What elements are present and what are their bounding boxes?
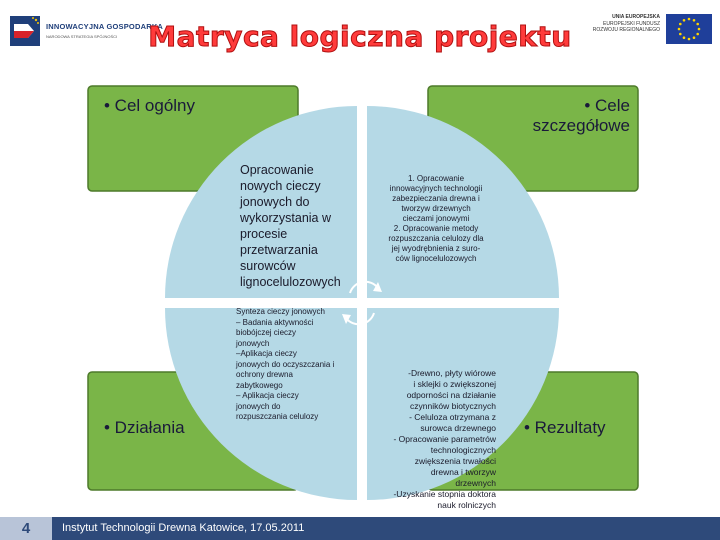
label-results: • Rezultaty (524, 418, 606, 437)
actions-text (236, 307, 356, 423)
objectives-text-line: ców lignocelulozowych (395, 254, 477, 263)
actions-text-line: Synteza cieczy jonowych (236, 307, 325, 316)
goal-text-line: jonowych do (240, 195, 310, 209)
goal-text-line: lignocelulozowych (240, 275, 341, 289)
goal-text-line: surowców (240, 259, 296, 273)
results-text (370, 368, 496, 511)
results-text-line: i sklejki o zwiększonej (413, 379, 496, 389)
objectives-text-line: tworzyw drzewnych (401, 204, 471, 213)
logo-left-sub: NARODOWA STRATEGIA SPÓJNOŚCI (46, 34, 118, 39)
eu-line-1: UNIA EUROPEJSKA (612, 14, 660, 20)
actions-text-line: biobójczej cieczy (236, 328, 297, 337)
actions-text-line: –Aplikacja cieczy (236, 349, 297, 358)
actions-text-line: jonowych do (236, 401, 281, 411)
goal-text-line: procesie (240, 227, 288, 241)
results-text-line: - Opracowanie parametrów (393, 434, 496, 444)
results-text-line: -Drewno, płyty wiórowe (408, 368, 496, 378)
eu-line-3: ROZWOJU REGIONALNEGO (592, 27, 660, 33)
objectives-text-line: cieczami jonowymi (402, 214, 470, 223)
actions-text-line: zabytkowego (236, 380, 283, 390)
results-text-line: zwiększenia trwałości (414, 456, 496, 466)
goal-text-line: przetwarzania (240, 243, 318, 257)
goal-text-line: nowych cieczy (240, 179, 321, 193)
results-text-line: drzewnych (455, 478, 496, 488)
actions-text-line: – Badania aktywności (236, 317, 314, 327)
results-text-line: -Uzyskanie stopnia doktora (393, 489, 496, 499)
actions-text-line: ochrony drewna (236, 370, 293, 379)
actions-text-line: jonowych do oczyszczania i (236, 359, 335, 369)
results-text-line: czynników biotycznych (410, 401, 496, 411)
goal-text-line: wykorzystania w (240, 211, 331, 225)
objectives-text (374, 174, 498, 264)
results-text-line: odporności na działanie (406, 390, 496, 400)
label-general-goal: • Cel ogólny (104, 96, 196, 115)
objectives-text-line: 1. Opracowanie (407, 174, 465, 183)
page-title: Matryca logiczna projektu (148, 20, 572, 53)
results-text-line: nauk rolniczych (437, 500, 496, 510)
results-text-line: surowca drzewnego (420, 423, 496, 433)
actions-text-line: – Aplikacja cieczy (236, 391, 299, 400)
objectives-text-line: innowacyjnych technologii (389, 184, 483, 193)
objectives-text-line: rozpuszczania celulozy dla (388, 234, 484, 243)
objectives-text-line: jej wyodrębnienia z suro- (391, 244, 481, 253)
actions-text-line: rozpuszczania celulozy (236, 412, 319, 421)
logo-left-name: INNOWACYJNA GOSPODARKA (46, 22, 164, 31)
footer-text: Instytut Technologii Drewna Katowice, 17.05.2011 (62, 522, 305, 534)
results-text-line: drewna i tworzyw (430, 467, 496, 477)
eu-line-2: EUROPEJSKI FUNDUSZ (603, 20, 660, 27)
results-text-line: - Celuloza otrzymana z (409, 412, 496, 422)
objectives-text-line: zabezpieczania drewna i (392, 194, 480, 203)
goal-text (240, 162, 355, 290)
goal-text-line: Opracowanie (240, 163, 314, 177)
results-text-line: technologicznych (430, 445, 496, 455)
actions-text-line: jonowych (236, 338, 270, 348)
objectives-text-line: 2. Opracowanie metody (393, 224, 479, 233)
label-actions: • Działania (104, 418, 185, 437)
slide-number: 4 (0, 517, 52, 540)
label-specific-goals: • Cele szczegółowe (532, 96, 630, 136)
